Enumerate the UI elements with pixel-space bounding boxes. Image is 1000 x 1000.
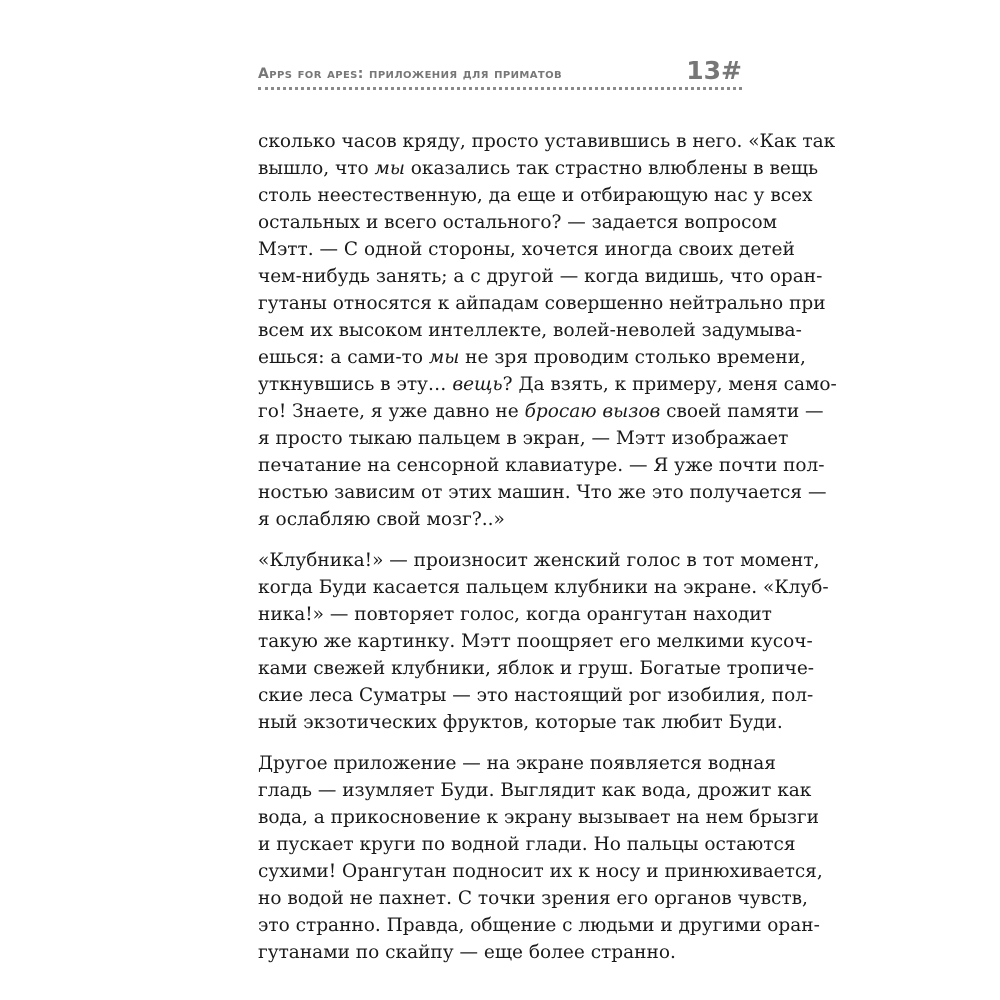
text-run: я просто тыкаю пальцем в экран, — Мэтт изображает — [258, 428, 789, 449]
text-run: ками свежей клубники, яблок и груш. Богатые тропиче- — [258, 658, 815, 679]
text-line — [258, 425, 789, 452]
text-line — [258, 398, 824, 425]
text-run: ностью зависим от этих машин. Что же это получается — — [258, 482, 827, 503]
text-run: своей памяти — — [660, 401, 824, 422]
text-run: я ослабляю свой мозг?..» — [258, 509, 505, 530]
text-run: го! Знаете, я уже давно не — [258, 401, 525, 422]
text-line — [258, 628, 813, 655]
body-text — [258, 128, 837, 966]
text-line — [258, 317, 802, 344]
text-line — [258, 547, 820, 574]
text-line — [258, 709, 783, 736]
italic-emphasis: вещь — [452, 374, 503, 395]
text-run: Мэтт. — С одной стороны, хочется иногда своих детей — [258, 239, 795, 260]
paragraph — [258, 547, 829, 736]
text-run: ника!» — повторяет голос, когда орангутан находит — [258, 604, 772, 625]
paragraph-gap — [258, 736, 742, 750]
text-run: остальных и всего остального? — задается вопросом — [258, 212, 778, 233]
dotted-divider — [258, 87, 742, 90]
text-line — [258, 804, 819, 831]
text-run: печатание на сенсорной клавиатуре. — Я уже почти пол- — [258, 455, 825, 476]
paragraph — [258, 750, 823, 966]
text-line — [258, 858, 823, 885]
text-run: чем-нибудь занять; а с другой — когда видишь, что оран- — [258, 266, 823, 287]
text-run: ный экзотических фруктов, которые так любит Буди. — [258, 712, 783, 733]
text-line — [258, 290, 826, 317]
text-line — [258, 344, 806, 371]
text-line — [258, 939, 742, 966]
text-run: столь неестественную, да еще и отбирающую нас у всех — [258, 185, 813, 206]
italic-emphasis: мы — [374, 158, 405, 179]
text-run: вода, а прикосновение к экрану вызывает на нем брызги — [258, 807, 819, 828]
text-run: сухими! Орангутан подносит их к носу и принюхивается, — [258, 861, 823, 882]
text-line — [258, 655, 815, 682]
text-run: не зря проводим столько времени, — [459, 347, 806, 368]
text-run: но водой не пахнет. С точки зрения его органов чувств, — [258, 888, 808, 909]
text-run: вышло, что — [258, 158, 375, 179]
text-run: и пускает круги по водной глади. Но пальцы остаются — [258, 834, 796, 855]
italic-emphasis: бросаю вызов — [524, 401, 661, 422]
running-head — [258, 56, 742, 96]
paragraph-gap — [258, 533, 742, 547]
italic-emphasis: мы — [428, 347, 460, 368]
text-line — [258, 682, 814, 709]
text-line — [258, 831, 796, 858]
text-line — [258, 506, 742, 533]
text-run: гутаны относятся к айпадам совершенно нейтрально при — [258, 293, 826, 314]
paragraph — [258, 128, 837, 533]
text-line — [258, 452, 825, 479]
text-line — [258, 263, 823, 290]
text-line — [258, 182, 813, 209]
text-line — [258, 155, 819, 182]
text-run: «Клубника!» — произносит женский голос в тот момент, — [258, 550, 820, 571]
text-line — [258, 371, 837, 398]
text-run: это странно. Правда, общение с людьми и другими оран- — [258, 915, 820, 936]
text-run: ешься: а сами-то — [258, 347, 429, 368]
text-line — [258, 479, 827, 506]
text-line — [258, 209, 778, 236]
text-line — [258, 750, 776, 777]
text-run: оказались так страстно влюблены в вещь — [404, 158, 819, 179]
page-number: 13# — [686, 56, 742, 85]
text-line — [258, 574, 829, 601]
text-run: гладь — изумляет Буди. Выглядит как вода, дрожит как — [258, 780, 812, 801]
text-line — [258, 912, 820, 939]
text-run: всем их высоком интеллекте, волей-неволей задумыва- — [258, 320, 802, 341]
text-line — [258, 128, 836, 155]
text-run: когда Буди касается пальцем клубники на экране. «Клуб- — [258, 577, 829, 598]
running-title: Apps for apes: приложения для приматов — [258, 66, 562, 82]
text-run: ские леса Суматры — это настоящий рог изобилия, пол- — [258, 685, 814, 706]
text-run: Другое приложение — на экране появляется водная — [258, 753, 776, 774]
text-line — [258, 885, 808, 912]
text-run: гутанами по скайпу — еще более странно. — [258, 942, 676, 963]
text-line — [258, 601, 772, 628]
text-line — [258, 236, 795, 263]
text-run: уткнувшись в эту… — [258, 374, 453, 395]
text-run: ? Да взять, к примеру, меня само- — [502, 374, 837, 395]
text-line — [258, 777, 812, 804]
text-run: сколько часов кряду, просто уставившись в него. «Как так — [258, 131, 836, 152]
text-run: такую же картинку. Мэтт поощряет его мелкими кусоч- — [258, 631, 813, 652]
